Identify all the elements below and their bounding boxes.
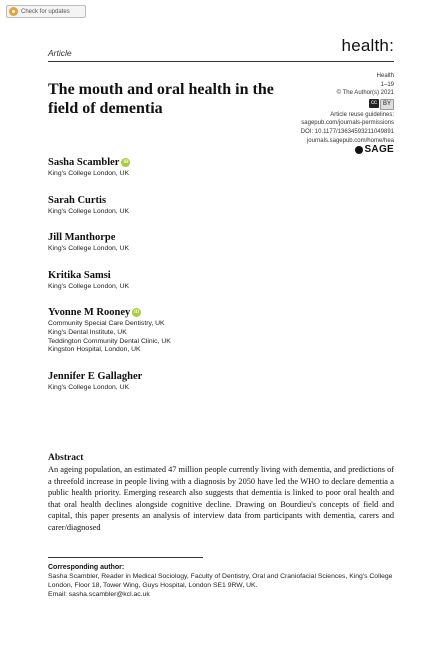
author-block bbox=[48, 190, 348, 217]
abstract-section bbox=[48, 453, 394, 534]
author-name-text: Jennifer E Gallagher bbox=[48, 370, 143, 382]
abstract-text: An ageing population, an estimated 47 million people currently living with dementia, and predictions of a threefold increase in people living with a diagnosis by 2050 have led the WHO to declare dementia a public health priority. Emerging research also suggests that dementia is linked to poor oral health and that oral health declines alongside cognitive decline. Drawing on Bourdieu's concepts of field and capital, this paper presents an analysis of interview data from participants with dementia, carers and carer/diagnosed bbox=[48, 465, 394, 532]
header-divider bbox=[48, 61, 394, 62]
author-block bbox=[48, 227, 348, 254]
author-name bbox=[48, 371, 142, 382]
meta-homepage[interactable]: journals.sagepub.com/home/hea bbox=[306, 137, 394, 144]
publisher-name: SAGE bbox=[364, 144, 394, 156]
orcid-icon[interactable]: iD bbox=[134, 310, 140, 316]
sage-mark-icon bbox=[355, 146, 363, 154]
corresponding-email[interactable]: Email: sasha.scambler@kcl.ac.uk bbox=[48, 591, 150, 598]
cc-by-icon[interactable]: cc BY bbox=[369, 99, 394, 110]
author-affiliation: Teddington Community Dental Clinic, UK bbox=[48, 337, 171, 345]
journal-logo: health: bbox=[341, 36, 394, 55]
corresponding-heading: Corresponding author: bbox=[48, 564, 125, 571]
meta-doi[interactable]: DOI: 10.1177/13634593211049891 bbox=[300, 128, 394, 135]
author-name bbox=[48, 307, 141, 318]
corresponding-details: Sasha Scambler, Reader in Medical Sociology, Faculty of Dentistry, Oral and Craniofacial Sciences, King's College London, Floor 18, Tower Wing, Guys Hospital, London SE1 9RW, UK. bbox=[48, 573, 393, 589]
author-name bbox=[48, 195, 106, 206]
author-name-text: Sarah Curtis bbox=[48, 194, 107, 206]
article-type-label: Article bbox=[48, 48, 72, 58]
author-name-text: Jill Manthorpe bbox=[48, 232, 116, 244]
author-block bbox=[48, 302, 348, 354]
orcid-icon[interactable]: iD bbox=[123, 160, 129, 165]
author-name bbox=[48, 157, 130, 168]
publication-meta bbox=[254, 72, 394, 158]
meta-journal-name: Health bbox=[376, 73, 394, 79]
badge-label: Check for updates bbox=[21, 8, 70, 15]
paper-title: The mouth and oral health in the field of dementia bbox=[48, 81, 274, 117]
meta-pages: 1–19 bbox=[380, 81, 394, 88]
author-block bbox=[48, 152, 348, 179]
abstract-heading: Abstract bbox=[48, 453, 84, 463]
meta-reuse-link[interactable]: sagepub.com/journals-permissions bbox=[301, 120, 394, 127]
author-block bbox=[48, 265, 348, 292]
corresponding-author bbox=[48, 564, 394, 599]
publisher-logo bbox=[355, 146, 394, 155]
author-affiliation: Community Special Care Dentistry, UK bbox=[48, 320, 165, 328]
meta-reuse-line1: Article reuse guidelines: bbox=[330, 111, 394, 118]
author-affiliation: King's Dental Institute, UK bbox=[48, 328, 127, 336]
author-affiliation: Kingston Hospital, London, UK bbox=[48, 346, 141, 354]
author-name bbox=[48, 270, 111, 281]
check-for-updates-badge[interactable] bbox=[6, 5, 86, 18]
author-name-text: Kritika Samsi bbox=[48, 269, 111, 281]
author-list bbox=[48, 152, 348, 392]
author-block bbox=[48, 366, 348, 393]
author-name bbox=[48, 232, 115, 243]
author-name-text: Yvonne M Rooney bbox=[48, 307, 131, 319]
author-affiliation: King's College London, UK bbox=[48, 245, 130, 253]
footnote-divider bbox=[48, 557, 203, 558]
author-name-text: Sasha Scambler bbox=[48, 157, 120, 168]
author-affiliation: King's College London, UK bbox=[48, 282, 130, 290]
author-affiliation: King's College London, UK bbox=[48, 170, 130, 177]
crossmark-icon bbox=[9, 7, 18, 16]
author-affiliation: King's College London, UK bbox=[48, 383, 130, 391]
meta-copyright: © The Author(s) 2021 bbox=[336, 90, 394, 97]
author-affiliation: King's College London, UK bbox=[48, 207, 130, 215]
